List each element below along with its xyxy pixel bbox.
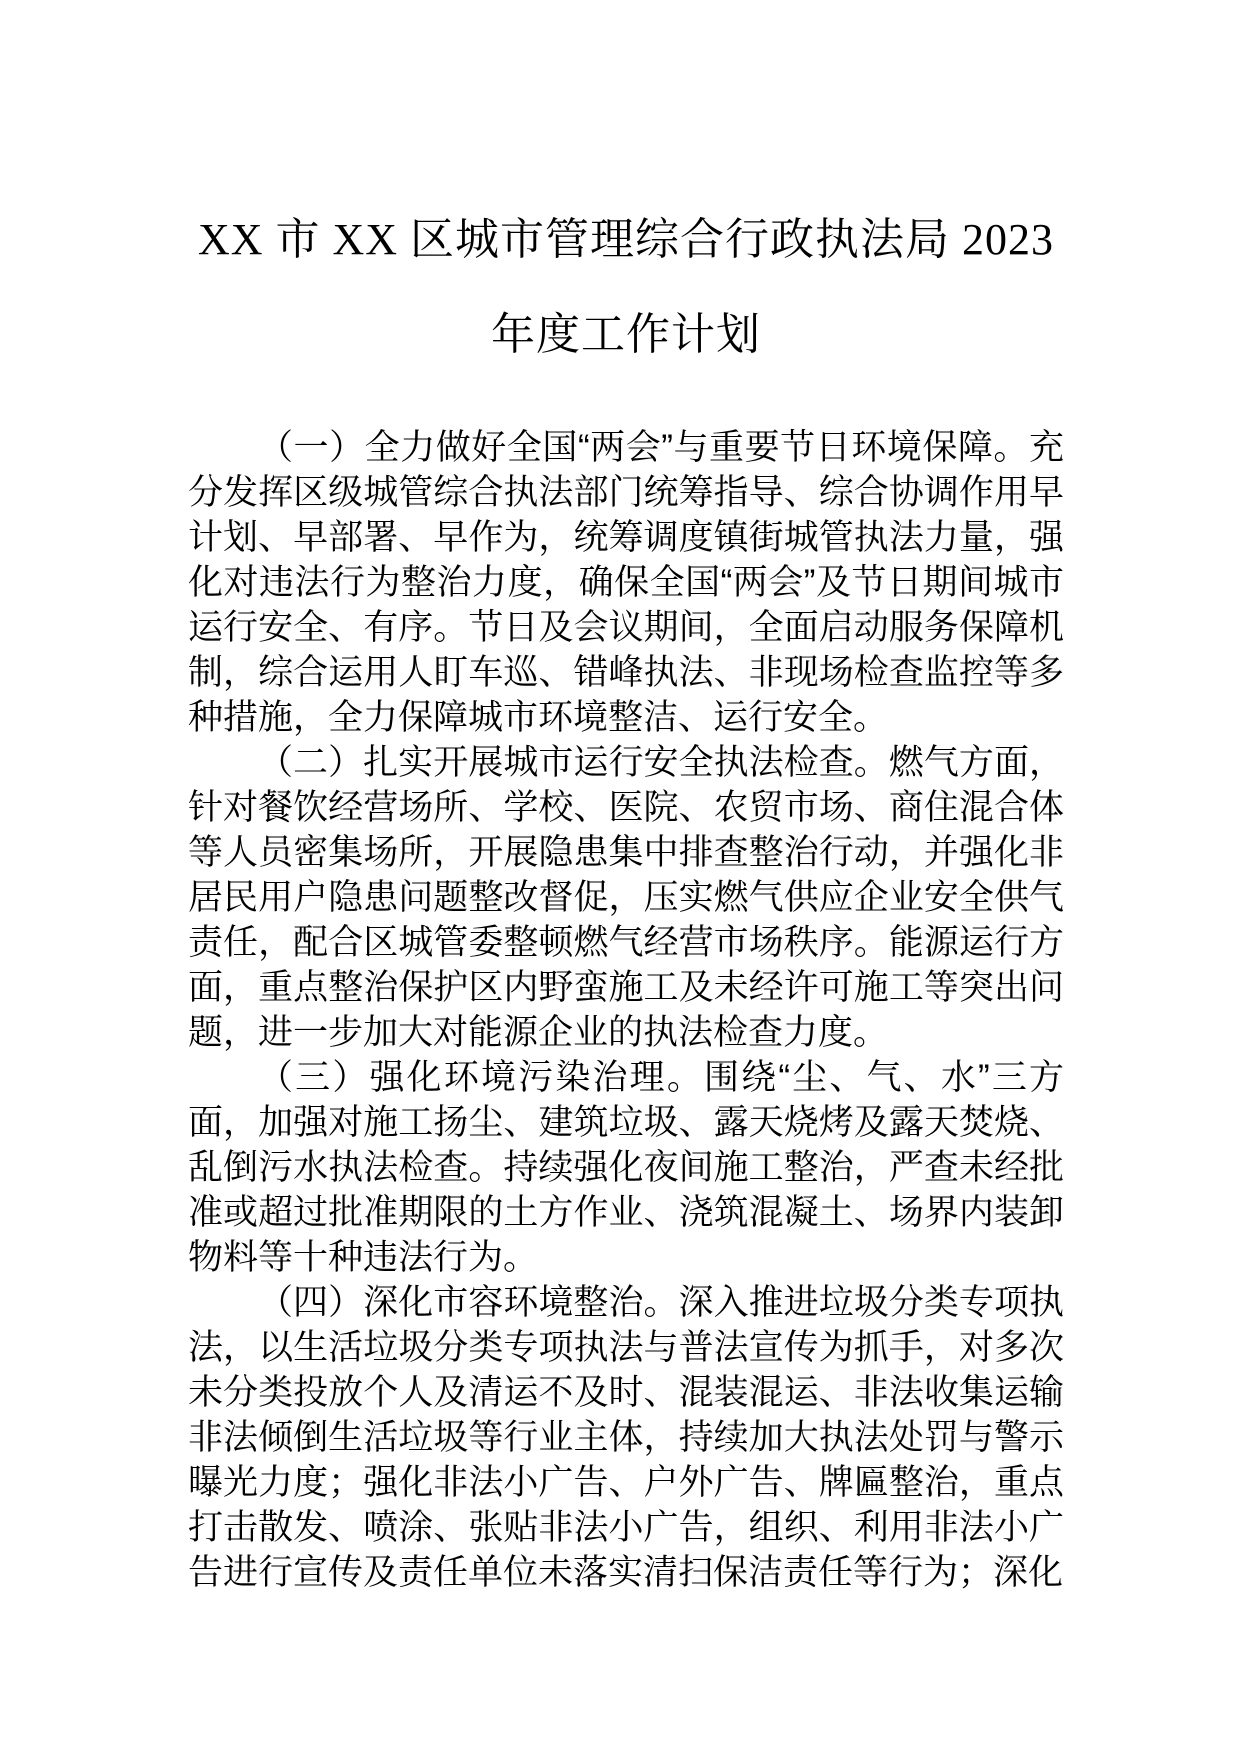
document-title: [188, 192, 1064, 382]
paragraph-4: （四）深化市容环境整治。深入推进垃圾分类专项执法，以生活垃圾分类专项执法与普法宣传为抓手，对多次未分类投放个人及清运不及时、混装混运、非法收集运输非法倾倒生活垃圾等行业主体，持续加大执法处罚与警示曝光力度；强化非法小广告、户外广告、牌匾整治，重点打击散发、喷涂、张贴非法小广告，组织、利用非法小广告进行宣传及责任单位未落实清扫保洁责任等行为；深化: [188, 1283, 1064, 1592]
document-title-line-1: XX 市 XX 区城市管理综合行政执法局 2023: [197, 215, 1055, 264]
document-body: [188, 425, 1064, 1595]
paragraph-3: （三）强化环境污染治理。围绕“尘、气、水”三方面，加强对施工扬尘、建筑垃圾、露天烧烤及露天焚烧、乱倒污水执法检查。持续强化夜间施工整治，严查未经批准或超过批准期限的土方作业、浇筑混凝土、场界内装卸物料等十种违法行为。: [188, 1058, 1064, 1277]
document-title-line-2: 年度工作计划: [491, 310, 761, 359]
paragraph-1: （一）全力做好全国“两会”与重要节日环境保障。充分发挥区级城管综合执法部门统筹指导、综合协调作用早计划、早部署、早作为，统筹调度镇街城管执法力量，强化对违法行为整治力度，确保全国“两会”及节日期间城市运行安全、有序。节日及会议期间，全面启动服务保障机制，综合运用人盯车巡、错峰执法、非现场检查监控等多种措施，全力保障城市环境整洁、运行安全。: [188, 428, 1064, 737]
paragraph-2: （二）扎实开展城市运行安全执法检查。燃气方面，针对餐饮经营场所、学校、医院、农贸市场、商住混合体等人员密集场所，开展隐患集中排查整治行动，并强化非居民用户隐患问题整改督促，压实燃气供应企业安全供气责任，配合区城管委整顿燃气经营市场秩序。能源运行方面，重点整治保护区内野蛮施工及未经许可施工等突出问题，进一步加大对能源企业的执法检查力度。: [188, 743, 1064, 1052]
